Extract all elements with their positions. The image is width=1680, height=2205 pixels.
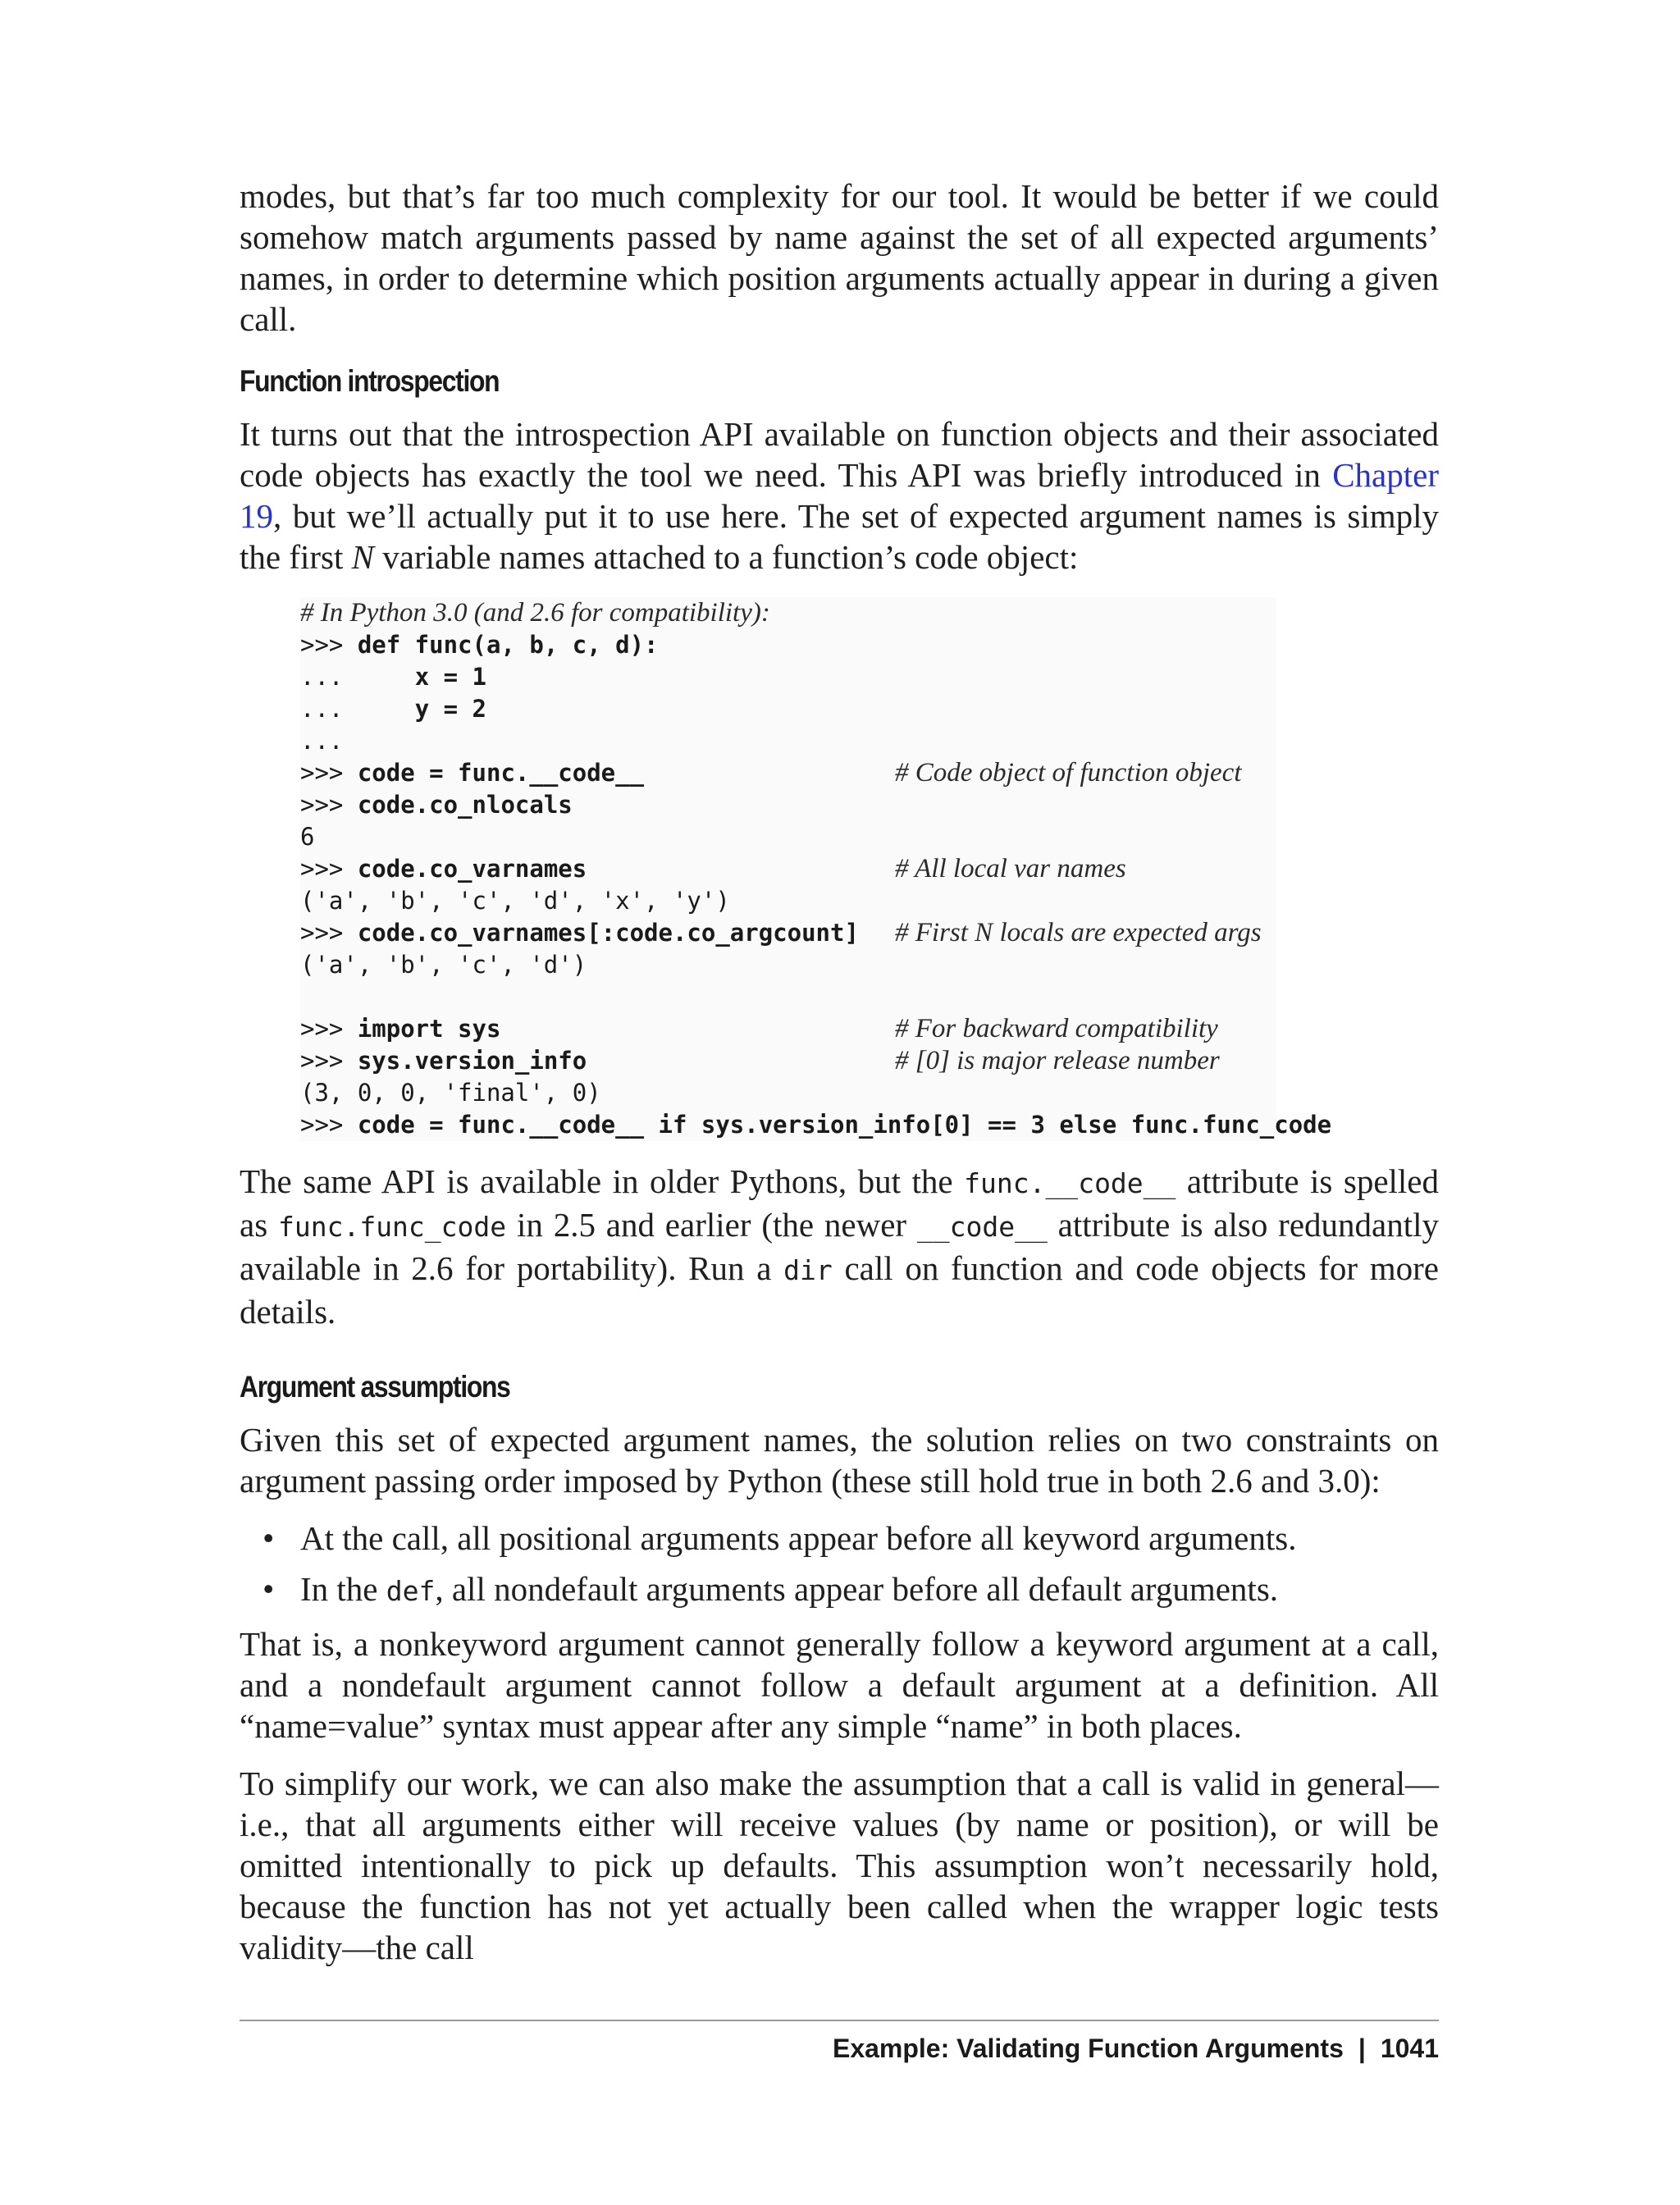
code-line (300, 757, 1276, 789)
code-line (300, 1077, 1276, 1109)
code-prompt: >>> (300, 1047, 358, 1075)
code-prompt: >>> (300, 1111, 358, 1139)
code-line (300, 789, 1276, 821)
chapter-19-link[interactable]: Chapter 19 (240, 456, 1439, 535)
code-example (300, 597, 1332, 1141)
inline-code: __code__ (916, 1211, 1048, 1243)
code-prompt: ... (300, 695, 415, 723)
code-line (300, 1045, 1276, 1077)
code-line (300, 597, 1276, 629)
code-command: code = func.__code__ (357, 759, 645, 787)
footer-separator: | (1358, 2034, 1366, 2063)
code-comment: # [0] is major release number (895, 1046, 1220, 1075)
code-prompt: >>> (300, 631, 358, 659)
code-output: (3, 0, 0, 'final', 0) (300, 1079, 601, 1107)
list-item-text: At the call, all positional arguments appear before all keyword arguments. (300, 1519, 1297, 1557)
code-line (300, 949, 1276, 981)
list-item (240, 1518, 1439, 1559)
text-run: attribute is also redundantly available in 2.6 for portability). Run a (240, 1206, 1440, 1287)
text-run: in 2.5 and earlier (the newer (506, 1206, 917, 1244)
code-command: code.co_varnames (357, 855, 587, 883)
code-line (300, 693, 1276, 725)
inline-code: func.__code__ (964, 1167, 1176, 1199)
code-output: ('a', 'b', 'c', 'd') (300, 951, 587, 979)
inline-code: dir (783, 1254, 833, 1286)
heading-function-introspection: Function introspection (240, 364, 500, 398)
code-output: ('a', 'b', 'c', 'd', 'x', 'y') (300, 887, 730, 915)
text-run: It turns out that the introspection API available on function objects and their associated code objects has exactly the tool we need. This API was briefly introduced in (240, 415, 1439, 494)
code-command: x = 1 (414, 663, 486, 691)
page-number: 1041 (1380, 2034, 1439, 2063)
paragraph-older-pythons (240, 1161, 1439, 1332)
code-comment: # First N locals are expected args (895, 918, 1262, 947)
code-comment: # Code object of function object (895, 758, 1242, 788)
paragraph-simplify: To simplify our work, we can also make the assumption that a call is valid in general—i.e., that all arguments either will receive values (by name or position), or will be omitted intentionally to pick up defaults. This assumption won’t necessarily hold, because the function has not yet actually been called when the wrapper logic tests validity—the call (240, 1764, 1439, 1966)
code-prompt: >>> (300, 919, 358, 947)
text-run: , but we’ll actually put it to use here. The set of expected argument names is simply the first (240, 497, 1439, 576)
code-prompt: >>> (300, 759, 358, 787)
text-run: The same API is available in older Pythons, but the (240, 1162, 965, 1200)
code-line (300, 661, 1276, 693)
text-run: variable names attached to a function’s code object: (374, 538, 1079, 576)
running-footer-title: Example: Validating Function Arguments (832, 2034, 1344, 2063)
inline-code: def (386, 1575, 436, 1607)
text-run: attribute is spelled as (240, 1162, 1439, 1244)
code-prompt: ... (300, 727, 344, 755)
heading-argument-assumptions: Argument assumptions (240, 1370, 510, 1404)
list-item-text: In the (300, 1570, 386, 1608)
code-command: code.co_varnames[:code.co_argcount] (357, 919, 859, 947)
code-command: def func(a, b, c, d): (357, 631, 659, 659)
code-prompt: >>> (300, 1015, 358, 1043)
code-prompt: >>> (300, 855, 358, 883)
code-line (300, 917, 1276, 949)
code-comment: # In Python 3.0 (and 2.6 for compatibility): (300, 598, 770, 628)
footer-divider (240, 2020, 1439, 2021)
page-footer (833, 2028, 1439, 2069)
page-content (240, 176, 1439, 1968)
text-run: call on function and code objects for more details. (240, 1249, 1439, 1331)
code-command: y = 2 (414, 695, 486, 723)
code-blank-line (300, 981, 1276, 1013)
code-line (300, 853, 1276, 885)
paragraph-continuation: modes, but that’s far too much complexity for our tool. It would be better if we could somehow match arguments passed by name against the set of all expected arguments’ names, in order to determine which position arguments actually appear in during a given call. (240, 177, 1439, 338)
code-line (300, 725, 1276, 757)
bullet-icon: • (262, 1570, 275, 1608)
italic-n: N (351, 538, 374, 576)
inline-code: func.func_code (277, 1211, 507, 1243)
bullet-icon: • (262, 1519, 275, 1557)
code-line (300, 629, 1276, 661)
code-command: code = func.__code__ if sys.version_info[0] == 3 else func.func_code (357, 1111, 1332, 1139)
code-command: import sys (357, 1015, 501, 1043)
constraint-list (240, 1518, 1439, 1612)
list-item-text: , all nondefault arguments appear before all default arguments. (435, 1570, 1279, 1608)
paragraph-constraints: Given this set of expected argument names, the solution relies on two constraints on argument passing order imposed by Python (these still hold true in both 2.6 and 3.0): (240, 1421, 1439, 1500)
code-command: code.co_nlocals (357, 791, 573, 819)
code-line (300, 1109, 1332, 1141)
code-output: 6 (300, 823, 315, 851)
code-line (300, 821, 1276, 853)
paragraph-introspection (240, 413, 1439, 578)
code-comment: # All local var names (895, 854, 1126, 883)
code-prompt: ... (300, 663, 415, 691)
code-command: sys.version_info (357, 1047, 587, 1075)
list-item (240, 1568, 1439, 1612)
code-prompt: >>> (300, 791, 358, 819)
paragraph-nonkeyword: That is, a nonkeyword argument cannot generally follow a keyword argument at a call, and a nondefault argument cannot follow a default argument at a definition. All “name=value” syntax must appear after any simple “name” in both places. (240, 1625, 1439, 1745)
code-line (300, 1013, 1276, 1045)
code-line (300, 885, 1276, 917)
code-comment: # For backward compatibility (895, 1014, 1218, 1043)
